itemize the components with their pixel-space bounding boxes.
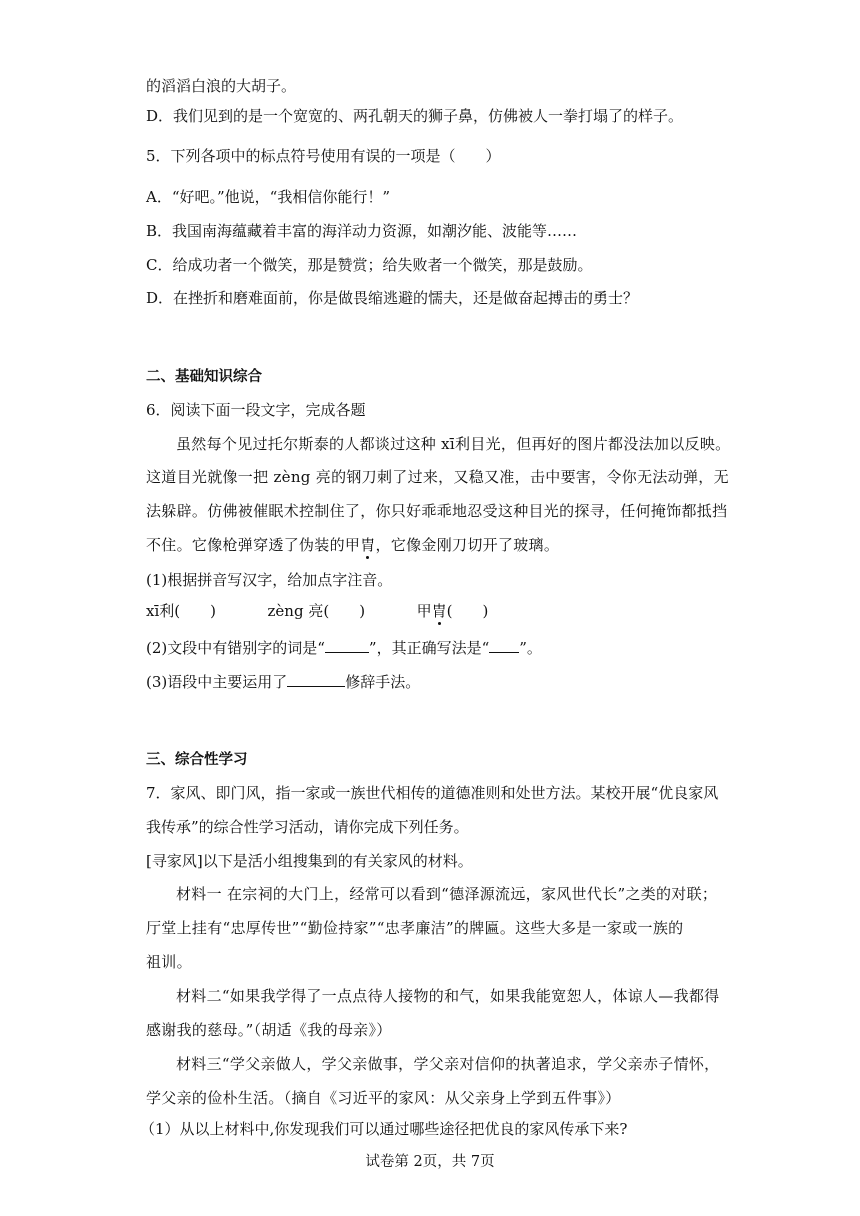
q5-option-d: D．在挫折和磨难面前，你是做畏缩逃避的懦夫，还是做奋起搏击的勇士？ bbox=[146, 289, 639, 307]
passage-text: 不住。它像枪弹穿透了伪装的甲 bbox=[146, 536, 361, 554]
material-2-line-2: 感谢我的慈母。”（胡适《我的母亲》） bbox=[146, 1021, 392, 1039]
option-c-continuation: 的滔滔白浪的大胡子。 bbox=[146, 77, 297, 95]
material-1-line-1: 材料一 在宗祠的大门上，经常可以看到“德泽源流远，家风世代长”之类的对联； bbox=[176, 885, 718, 903]
material-2-line-1: 材料二“如果我学得了一点点待人接物的和气，如果我能宽恕人，体谅人—我都得 bbox=[176, 987, 720, 1005]
question-7-stem-line-2: 我传承”的综合性学习活动，请你完成下列任务。 bbox=[146, 818, 469, 836]
dotted-character: 胄 bbox=[360, 536, 376, 554]
char-item-jiazhou: 甲胄( ) bbox=[416, 602, 489, 620]
material-1-line-3: 祖训。 bbox=[146, 953, 192, 971]
pinyin-item-zeng: zèng 亮( ) bbox=[267, 602, 366, 620]
sub-question-1: (1)根据拼音写汉字，给加点字注音。 bbox=[146, 571, 393, 589]
question-6-stem: 6．阅读下面一段文字，完成各题 bbox=[146, 401, 366, 419]
question-7-sub-1: （1）从以上材料中,你发现我们可以通过哪些途径把优良的家风传承下来? bbox=[140, 1120, 628, 1138]
section-2-heading: 二、基础知识综合 bbox=[146, 369, 262, 385]
q5-option-b: B．我国南海蕴藏着丰富的海洋动力资源，如潮汐能、波能等…… bbox=[146, 222, 578, 240]
answer-blank[interactable] bbox=[489, 638, 519, 653]
section-3-heading: 三、综合性学习 bbox=[146, 752, 248, 768]
q4-option-d: D．我们见到的是一个宽宽的、两孔朝天的狮子鼻，仿佛被人一拳打塌了的样子。 bbox=[146, 107, 684, 125]
q5-option-c: C．给成功者一个微笑，那是赞赏；给失败者一个微笑，那是鼓励。 bbox=[146, 256, 593, 274]
passage-line-4 bbox=[146, 535, 559, 555]
sub-question-1-items bbox=[146, 601, 488, 621]
dotted-character: 胄 bbox=[431, 602, 447, 620]
question-5-stem: 5．下列各项中的标点符号使用有误的一项是（ ） bbox=[146, 147, 501, 165]
passage-line-2: 这道目光就像一把 zèng 亮的钢刀刺了过来，又稳又准，击中要害，令你无法动弹，无 bbox=[146, 468, 729, 486]
passage-line-3: 法躲辟。仿佛被催眠术控制住了，你只好乖乖地忍受这种目光的探寻，任何掩饰都抵挡 bbox=[146, 502, 728, 520]
answer-blank[interactable] bbox=[287, 672, 345, 687]
material-1-line-2: 厅堂上挂有“忠厚传世”“勤俭持家”“忠孝廉洁”的牌匾。这些大多是一家或一族的 bbox=[146, 919, 684, 937]
sub-question-3: (3)语段中主要运用了 修辞手法。 bbox=[146, 673, 421, 691]
sub-question-2: (2)文段中有错别字的词是“ ”，其正确写法是“ ”。 bbox=[146, 639, 542, 657]
task-find-family-tradition: [寻家风]以下是活小组搜集到的有关家风的材料。 bbox=[146, 852, 473, 870]
question-7-stem-line-1: 7．家风、即门风，指一家或一族世代相传的道德准则和处世方法。某校开展“优良家风 bbox=[146, 784, 719, 802]
material-3-line-1: 材料三“学父亲做人，学父亲做事，学父亲对信仰的执著追求，学父亲赤子情怀， bbox=[176, 1055, 720, 1073]
passage-text: ，它像金刚刀切开了玻璃。 bbox=[375, 536, 560, 554]
q5-option-a: A．“好吧。”他说，“我相信你能行！” bbox=[146, 188, 391, 206]
passage-line-1: 虽然每个见过托尔斯泰的人都谈过这种 xī利目光，但再好的图片都没法加以反映。 bbox=[176, 435, 731, 453]
material-3-line-2: 学父亲的俭朴生活。（摘自《习近平的家风：从父亲身上学到五件事》） bbox=[146, 1089, 621, 1107]
answer-blank[interactable] bbox=[325, 638, 369, 653]
pinyin-item-xi: xī利( ) bbox=[146, 602, 216, 620]
page-footer: 试卷第 2页，共 7页 bbox=[365, 1154, 495, 1170]
